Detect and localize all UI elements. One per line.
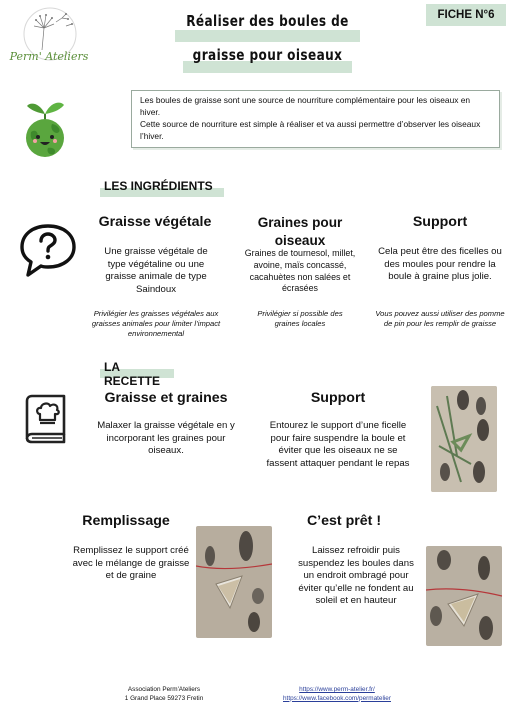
filling-photo	[196, 526, 272, 638]
step-title-1: Graisse et graines	[104, 390, 228, 406]
section-title: LES INGRÉDIENTS	[104, 179, 213, 193]
intro-text-1: Les boules de graisse sont une source de nourriture complémentaire pour les oiseaux en hiver.	[140, 95, 471, 117]
ingredient-body-graines: Graines de tournesol, millet, avoine, maïs concassé, cacahuètes non salées et écrasées	[244, 248, 356, 294]
section-recipe-header	[100, 358, 168, 388]
footer-links	[262, 686, 412, 703]
section-title: LA RECETTE	[104, 360, 161, 388]
page-title	[175, 10, 360, 72]
fiche-badge: FICHE N°6	[426, 4, 506, 26]
ingredient-title-graisse: Graisse végétale	[98, 214, 212, 230]
step-title-2: Support	[310, 390, 366, 406]
title-line-1: Réaliser des boules de	[186, 12, 349, 30]
step-body-4: Laissez refroidir puis suspendez les boules dans un endroit ombragé pour éviter qu’elle ne fondent au soleil et en hauteur	[298, 545, 414, 606]
intro-box	[131, 90, 500, 148]
cookbook-icon	[24, 392, 72, 444]
title-line-2: graisse pour oiseaux	[192, 46, 343, 64]
step-title-4: C’est prêt !	[306, 513, 382, 529]
globe-mascot-icon	[22, 92, 68, 162]
ingredient-note-graisse: Privilégier les graisses végétales aux graisses animales pour limiter l’impact environnemental	[91, 309, 221, 338]
step-body-3: Remplissez le support créé avec le mélange de graisse et de graine	[72, 545, 190, 581]
facebook-link[interactable]: https://www.facebook.com/permatelier	[283, 694, 391, 702]
step-title-3: Remplissage	[82, 513, 170, 529]
step-body-2: Entourez le support d’une ficelle pour faire suspendre la boule et éviter que les oiseaux ne se fassent attaquer pendant le repas	[266, 420, 410, 469]
footer-address	[98, 686, 230, 703]
ready-photo	[426, 546, 502, 646]
title-band	[175, 30, 360, 42]
logo-text: Perm' Ateliers	[9, 50, 89, 63]
step-body-1: Malaxer la graisse végétale en y incorporant les graines pour oiseaux.	[97, 420, 235, 456]
ingredient-body-support: Cela peut être des ficelles ou des moules pour rendre la boule à graine plus jolie.	[378, 246, 502, 282]
section-ingredients-header	[100, 177, 224, 199]
speech-bubble-question-icon	[18, 222, 78, 280]
dandelion-logo-icon	[6, 6, 94, 76]
ingredient-title-support: Support	[412, 214, 468, 230]
support-photo	[431, 386, 497, 492]
ingredient-note-graines: Privilégier si possible des graines locales	[257, 309, 343, 328]
website-link[interactable]: https://www.perm-atelier.fr/	[299, 686, 375, 693]
footer-address-line: 1 Grand Place 59273 Fretin	[124, 694, 204, 702]
ingredient-note-support: Vous pouvez aussi utiliser des pomme de pin pour les remplir de graisse	[375, 309, 505, 328]
logo	[6, 6, 94, 76]
ingredient-title-graines: Graines pour oiseaux	[257, 215, 343, 248]
footer-org: Association Perm'Ateliers	[127, 686, 201, 693]
intro-text-2: Cette source de nourriture est simple à réaliser et va aussi permettre d’observer les oiseaux l’hiver.	[140, 119, 481, 141]
ingredient-body-graisse: Une graisse végétale de type végétaline ou une graisse animale de type Saindoux	[104, 246, 208, 295]
